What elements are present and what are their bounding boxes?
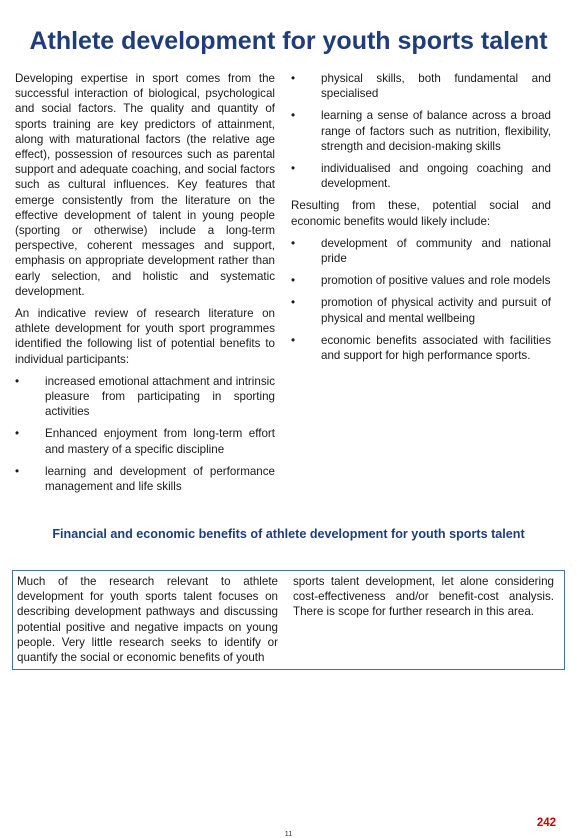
list-item: • Enhanced enjoyment from long-term effort and mastery of a specific discipline — [15, 427, 275, 456]
bullet-icon: • — [291, 162, 296, 176]
bullet-icon: • — [15, 464, 20, 478]
right-column — [291, 71, 551, 370]
summary-box-left-text: Much of the research relevant to athlete development for youth sports talent focuses on describing development pathways and discussing potential positive and negative impacts on young people. Very little research seeks to identify or quantify the social or economic benefits of youth — [17, 575, 278, 665]
bullet-icon: • — [291, 236, 296, 250]
list-item: • economic benefits associated with facilities and support for high performance sports. — [291, 333, 551, 363]
bullet-icon: • — [15, 374, 20, 388]
bullet-icon: • — [291, 109, 296, 123]
footer-number: 11 — [284, 829, 293, 838]
individual-benefits-list-continued — [291, 71, 551, 191]
intro-paragraph: Developing expertise in sport comes from the successful interaction of biological, psychological and social factors. The quality and quantity of sports training are key predictors of attainment, along with maturational factors (the relative age effect), possession of resources such as parental support and adequate coaching, and social factors such as cultural influences. Key features that emerge consistently from the literature on the effective development of talent in young people (sporting or otherwise) include a long-term perspective, coherent messages and support, emphasis on appropriate development rather than early selection, and holistic and systematic development. — [15, 72, 275, 298]
list-item: • individualised and ongoing coaching and development. — [291, 162, 551, 191]
bullet-icon: • — [291, 72, 296, 85]
list-item: • physical skills, both fundamental and specialised — [291, 72, 551, 101]
list-item: • development of community and national pride — [291, 236, 551, 266]
left-column — [15, 71, 275, 501]
summary-box — [12, 570, 565, 670]
review-paragraph: An indicative review of research literature on athlete development for youth sport programmes identified the following list of potential benefits to individual participants: — [15, 307, 275, 366]
bullet-icon: • — [291, 296, 296, 310]
bullet-icon: • — [291, 274, 296, 288]
list-item: • learning and development of performance management and life skills — [15, 464, 275, 494]
individual-benefits-list — [15, 374, 275, 494]
list-item: • promotion of positive values and role models — [291, 274, 551, 288]
bullet-icon: • — [15, 427, 20, 441]
section-subheading: Financial and economic benefits of athlete development for youth sports talent — [52, 527, 525, 541]
list-item: • increased emotional attachment and intrinsic pleasure from participating in sporting activities — [15, 374, 275, 419]
list-item: • promotion of physical activity and pursuit of physical and mental wellbeing — [291, 296, 551, 325]
bullet-icon: • — [291, 333, 296, 347]
summary-box-right-text: sports talent development, let alone considering cost-effectiveness and/or benefit-cost analysis. There is scope for further research in this area. — [293, 575, 554, 619]
page-number: 242 — [536, 817, 556, 829]
resulting-paragraph: Resulting from these, potential social and economic benefits would likely include: — [291, 199, 551, 228]
page-title: Athlete development for youth sports talent — [29, 27, 548, 55]
social-economic-benefits-list — [291, 236, 551, 363]
list-item: • learning a sense of balance across a broad range of factors such as nutrition, flexibility, strength and decision-making skills — [291, 109, 551, 153]
